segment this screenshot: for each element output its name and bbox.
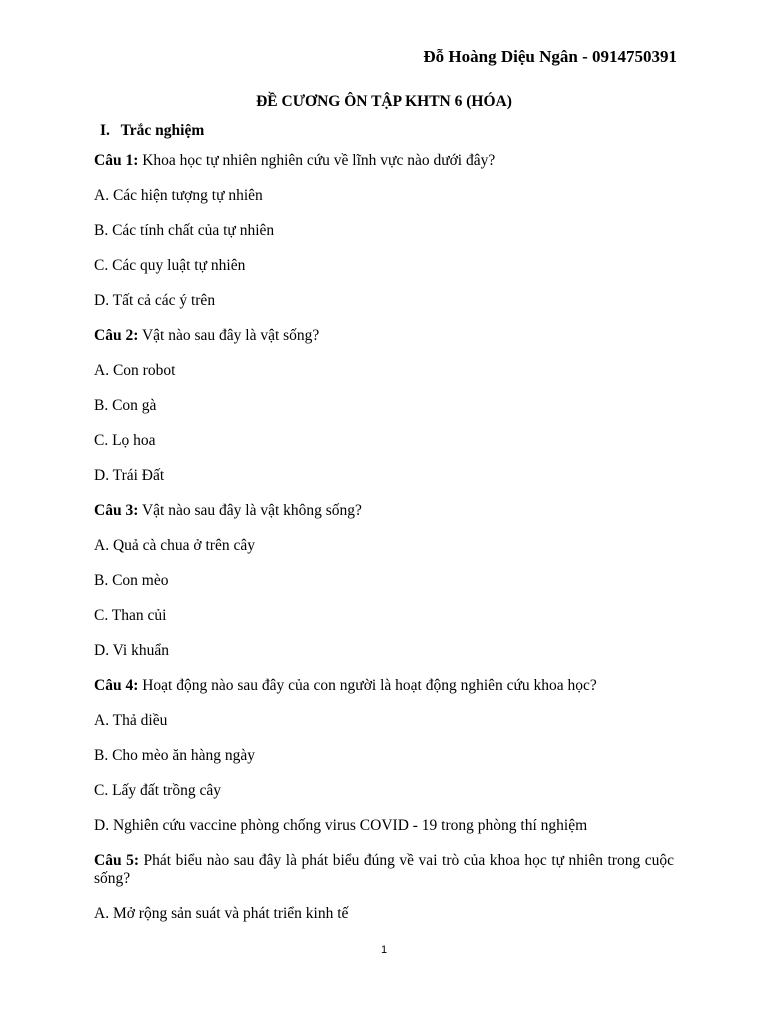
question-text: Hoạt động nào sau đây của con người là hoạt động nghiên cứu khoa học? <box>142 677 597 694</box>
option-4c: C. Lấy đất trồng cây <box>94 782 221 799</box>
author-header: Đỗ Hoàng Diệu Ngân - 0914750391 <box>423 47 677 66</box>
option-4d: D. Nghiên cứu vaccine phòng chống virus COVID - 19 trong phòng thí nghiệm <box>94 817 588 834</box>
question-2 <box>94 327 674 345</box>
questions-list <box>94 152 674 923</box>
question-4 <box>94 677 674 695</box>
question-text: Phát biểu nào sau đây là phát biểu đúng về vai trò của khoa học tự nhiên trong cuộc sống? <box>94 852 674 887</box>
question-text: Khoa học tự nhiên nghiên cứu về lĩnh vực nào dưới đây? <box>142 152 496 169</box>
option-3d: D. Vi khuẩn <box>94 642 169 659</box>
question-3 <box>94 502 674 520</box>
page-number: 1 <box>380 944 388 956</box>
option-2b: B. Con gà <box>94 397 157 414</box>
page-title: ĐỀ CƯƠNG ÔN TẬP KHTN 6 (HÓA) <box>256 93 512 110</box>
question-label: Câu 5: <box>94 852 139 869</box>
question-5 <box>94 852 674 888</box>
question-text: Vật nào sau đây là vật không sống? <box>141 502 362 519</box>
option-4a: A. Thả diều <box>94 712 168 729</box>
option-3a: A. Quả cà chua ở trên cây <box>94 537 255 554</box>
question-1 <box>94 152 674 170</box>
option-1b: B. Các tính chất của tự nhiên <box>94 222 275 239</box>
option-2d: D. Trái Đất <box>94 467 165 484</box>
option-3b: B. Con mèo <box>94 572 169 589</box>
option-2a: A. Con robot <box>94 362 176 379</box>
option-3c: C. Than củi <box>94 607 167 624</box>
option-1c: C. Các quy luật tự nhiên <box>94 257 246 274</box>
question-label: Câu 1: <box>94 152 139 169</box>
question-label: Câu 2: <box>94 327 139 344</box>
option-1a: A. Các hiện tượng tự nhiên <box>94 187 263 204</box>
option-5a: A. Mở rộng sản suát và phát triển kinh tế <box>94 905 349 922</box>
section-label: Trắc nghiệm <box>120 122 205 139</box>
section-heading <box>100 122 204 140</box>
section-number: I. <box>100 122 110 139</box>
question-label: Câu 4: <box>94 677 139 694</box>
option-2c: C. Lọ hoa <box>94 432 156 449</box>
question-text: Vật nào sau đây là vật sống? <box>141 327 320 344</box>
option-1d: D. Tất cả các ý trên <box>94 292 216 309</box>
option-4b: B. Cho mèo ăn hàng ngày <box>94 747 256 764</box>
question-label: Câu 3: <box>94 502 139 519</box>
